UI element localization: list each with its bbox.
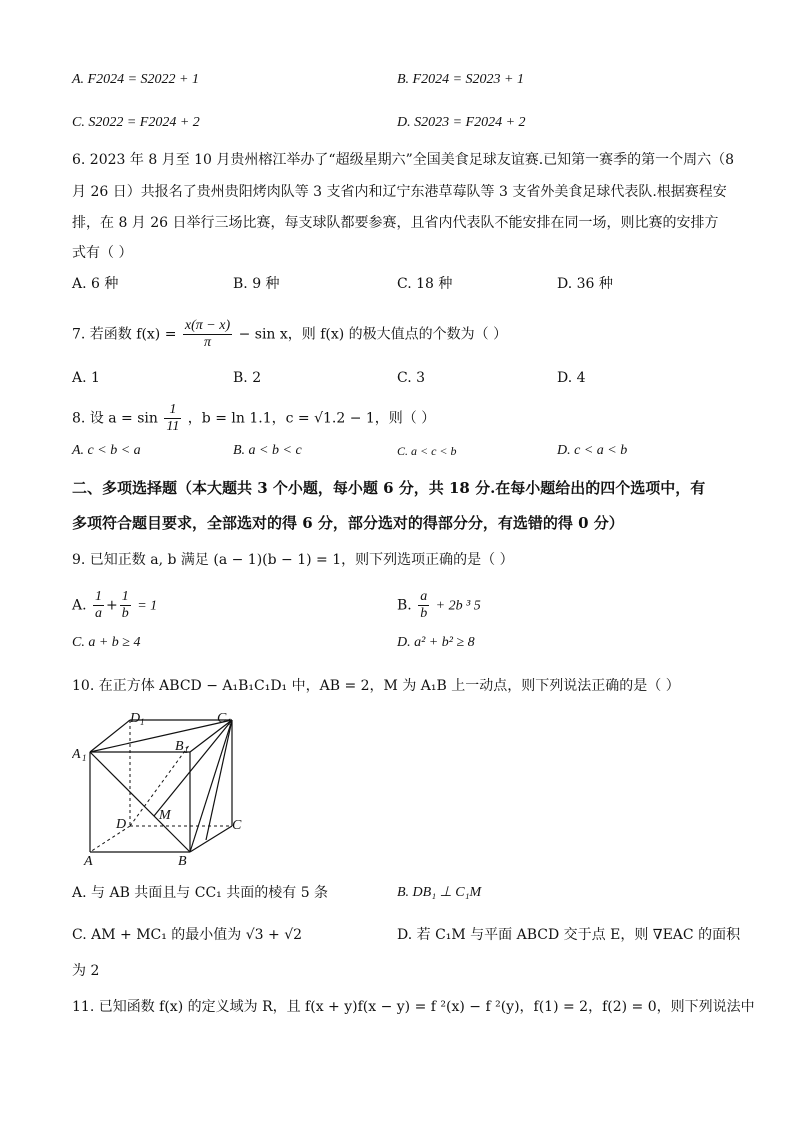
q8-prefix: 8. 设 a = sin: [72, 410, 158, 427]
q7-prefix: 7. 若函数 f(x) =: [72, 326, 177, 343]
label-c: C: [232, 818, 242, 833]
q9-option-d: D. a² + b² ≥ 8: [397, 635, 475, 650]
q10-option-a: A. 与 AB 共面且与 CC₁ 共面的棱有 5 条: [72, 885, 329, 901]
q8-option-c: C. a < c < b: [397, 444, 457, 458]
q8-stem: [72, 402, 435, 435]
label-c1: C: [217, 711, 227, 726]
q8-fraction: [164, 402, 181, 435]
q5-option-a: A. F2024 = S2022 + 1: [72, 72, 199, 87]
diag-c1b: [190, 720, 232, 852]
q7-frac-num: x(π − x): [184, 318, 231, 333]
cube-figure: [72, 708, 252, 868]
section-2-heading-line-2: 多项符合题目要求，全部选对的得 6 分，部分选对的得部分分，有选错的得 0 分）: [72, 514, 624, 532]
q6-option-d: D. 36 种: [557, 276, 613, 292]
q8-frac-num: 1: [164, 402, 181, 419]
q9-a-frac-1-den: a: [95, 606, 103, 621]
q9-b-tail: + 2b ³ 5: [435, 598, 481, 614]
q8-suffix: ，b = ln 1.1，c = √1.2 − 1，则（ ）: [187, 410, 436, 427]
q6-option-c: C. 18 种: [397, 276, 453, 292]
q6-line-3: 排，在 8 月 26 日举行三场比赛，每支球队都要参赛，且省内代表队不能安排在同一场，则比赛的安排方: [72, 215, 719, 231]
q7-frac-den: π: [204, 335, 212, 350]
q9-a-frac-1-num: 1: [95, 589, 103, 604]
q7-fraction: [183, 318, 232, 351]
label-d1-sub: 1: [140, 717, 145, 727]
q9-b-label: B.: [397, 597, 412, 614]
q8-frac-den: 11: [166, 419, 180, 434]
q5-option-d: D. S2023 = F2024 + 2: [397, 115, 526, 130]
q6-option-a: A. 6 种: [72, 276, 119, 292]
label-b1: B: [175, 739, 184, 754]
q7-option-b: B. 2: [233, 370, 262, 386]
segment-c1e: [206, 720, 232, 840]
q7-stem: [72, 318, 507, 351]
q6-line-4: 式有（ ）: [72, 245, 133, 261]
label-a: A: [84, 854, 93, 868]
q7-option-a: A. 1: [72, 370, 100, 386]
q8-option-d: D. c < a < b: [557, 443, 628, 458]
q8-option-b: B. a < b < c: [233, 443, 302, 458]
q9-b-frac: [418, 589, 429, 622]
q9-a-label: A.: [72, 597, 87, 614]
q7-suffix: − sin x，则 f(x) 的极大值点的个数为（ ）: [238, 326, 508, 343]
section-2-heading-line-1: 二、多项选择题（本大题共 3 个小题，每小题 6 分，共 18 分.在每小题给出的四个选项中，有: [72, 479, 706, 497]
q5-option-c: C. S2022 = F2024 + 2: [72, 115, 200, 130]
q9-option-c: C. a + b ≥ 4: [72, 635, 141, 650]
label-m: M: [159, 808, 171, 823]
q9-stem: 9. 已知正数 a, b 满足 (a − 1)(b − 1) = 1，则下列选项正确的是（ ）: [72, 552, 514, 568]
q9-a-frac-2: [120, 589, 131, 622]
q6-option-b: B. 9 种: [233, 276, 280, 292]
label-a1: A: [72, 747, 81, 762]
q11-stem: 11. 已知函数 f(x) 的定义域为 R，且 f(x + y)f(x − y) = f ²(x) − f ²(y)，f(1) = 2，f(2) = 0，则下列说法中: [72, 999, 755, 1015]
q10-option-b: B. DB₁ ⊥ C₁M: [397, 885, 482, 900]
q10-option-d-continued: 为 2: [72, 963, 100, 979]
q9-option-b: [397, 589, 481, 622]
label-b: B: [178, 854, 187, 868]
q9-a-frac-2-num: 1: [121, 589, 129, 604]
q7-option-c: C. 3: [397, 370, 426, 386]
q10-option-d: D. 若 C₁M 与平面 ABCD 交于点 E，则 ∇EAC 的面积: [397, 927, 741, 943]
q9-b-frac-num: a: [420, 589, 428, 604]
q6-line-1: 6. 2023 年 8 月至 10 月贵州榕江举办了“超级星期六”全国美食足球友谊赛.已知第一赛季的第一个周六（8: [72, 152, 735, 168]
label-d: D: [116, 817, 127, 832]
q9-a-tail: = 1: [137, 598, 158, 614]
q8-option-a: A. c < b < a: [72, 443, 141, 458]
label-c1-sub: 1: [227, 717, 232, 727]
diag-a1b: [90, 752, 190, 852]
q7-option-d: D. 4: [557, 370, 586, 386]
q9-a-frac-1: [93, 589, 104, 622]
q5-option-b: B. F2024 = S2023 + 1: [397, 72, 524, 87]
q9-b-frac-den: b: [420, 606, 428, 621]
visible-edges: [90, 720, 232, 852]
q10-option-c: C. AM + MC₁ 的最小值为 √3 + √2: [72, 927, 303, 943]
label-b1-sub: 1: [184, 745, 189, 755]
label-a1-sub: 1: [82, 753, 87, 763]
label-d1: D: [130, 711, 141, 726]
edge-bc: [190, 826, 232, 852]
q10-stem: 10. 在正方体 ABCD − A₁B₁C₁D₁ 中，AB = 2，M 为 A₁B 上一动点，则下列说法正确的是（ ）: [72, 678, 680, 694]
q9-option-a: A. $\frac{1}{a}$ + $\frac{1}{b}$ = 1: [72, 589, 158, 621]
q6-line-2: 月 26 日）共报名了贵州贵阳烤肉队等 3 支省内和辽宁东港草莓队等 3 支省外美食足球代表队.根据赛程安: [72, 184, 727, 200]
q9-a-frac-2-den: b: [121, 606, 129, 621]
